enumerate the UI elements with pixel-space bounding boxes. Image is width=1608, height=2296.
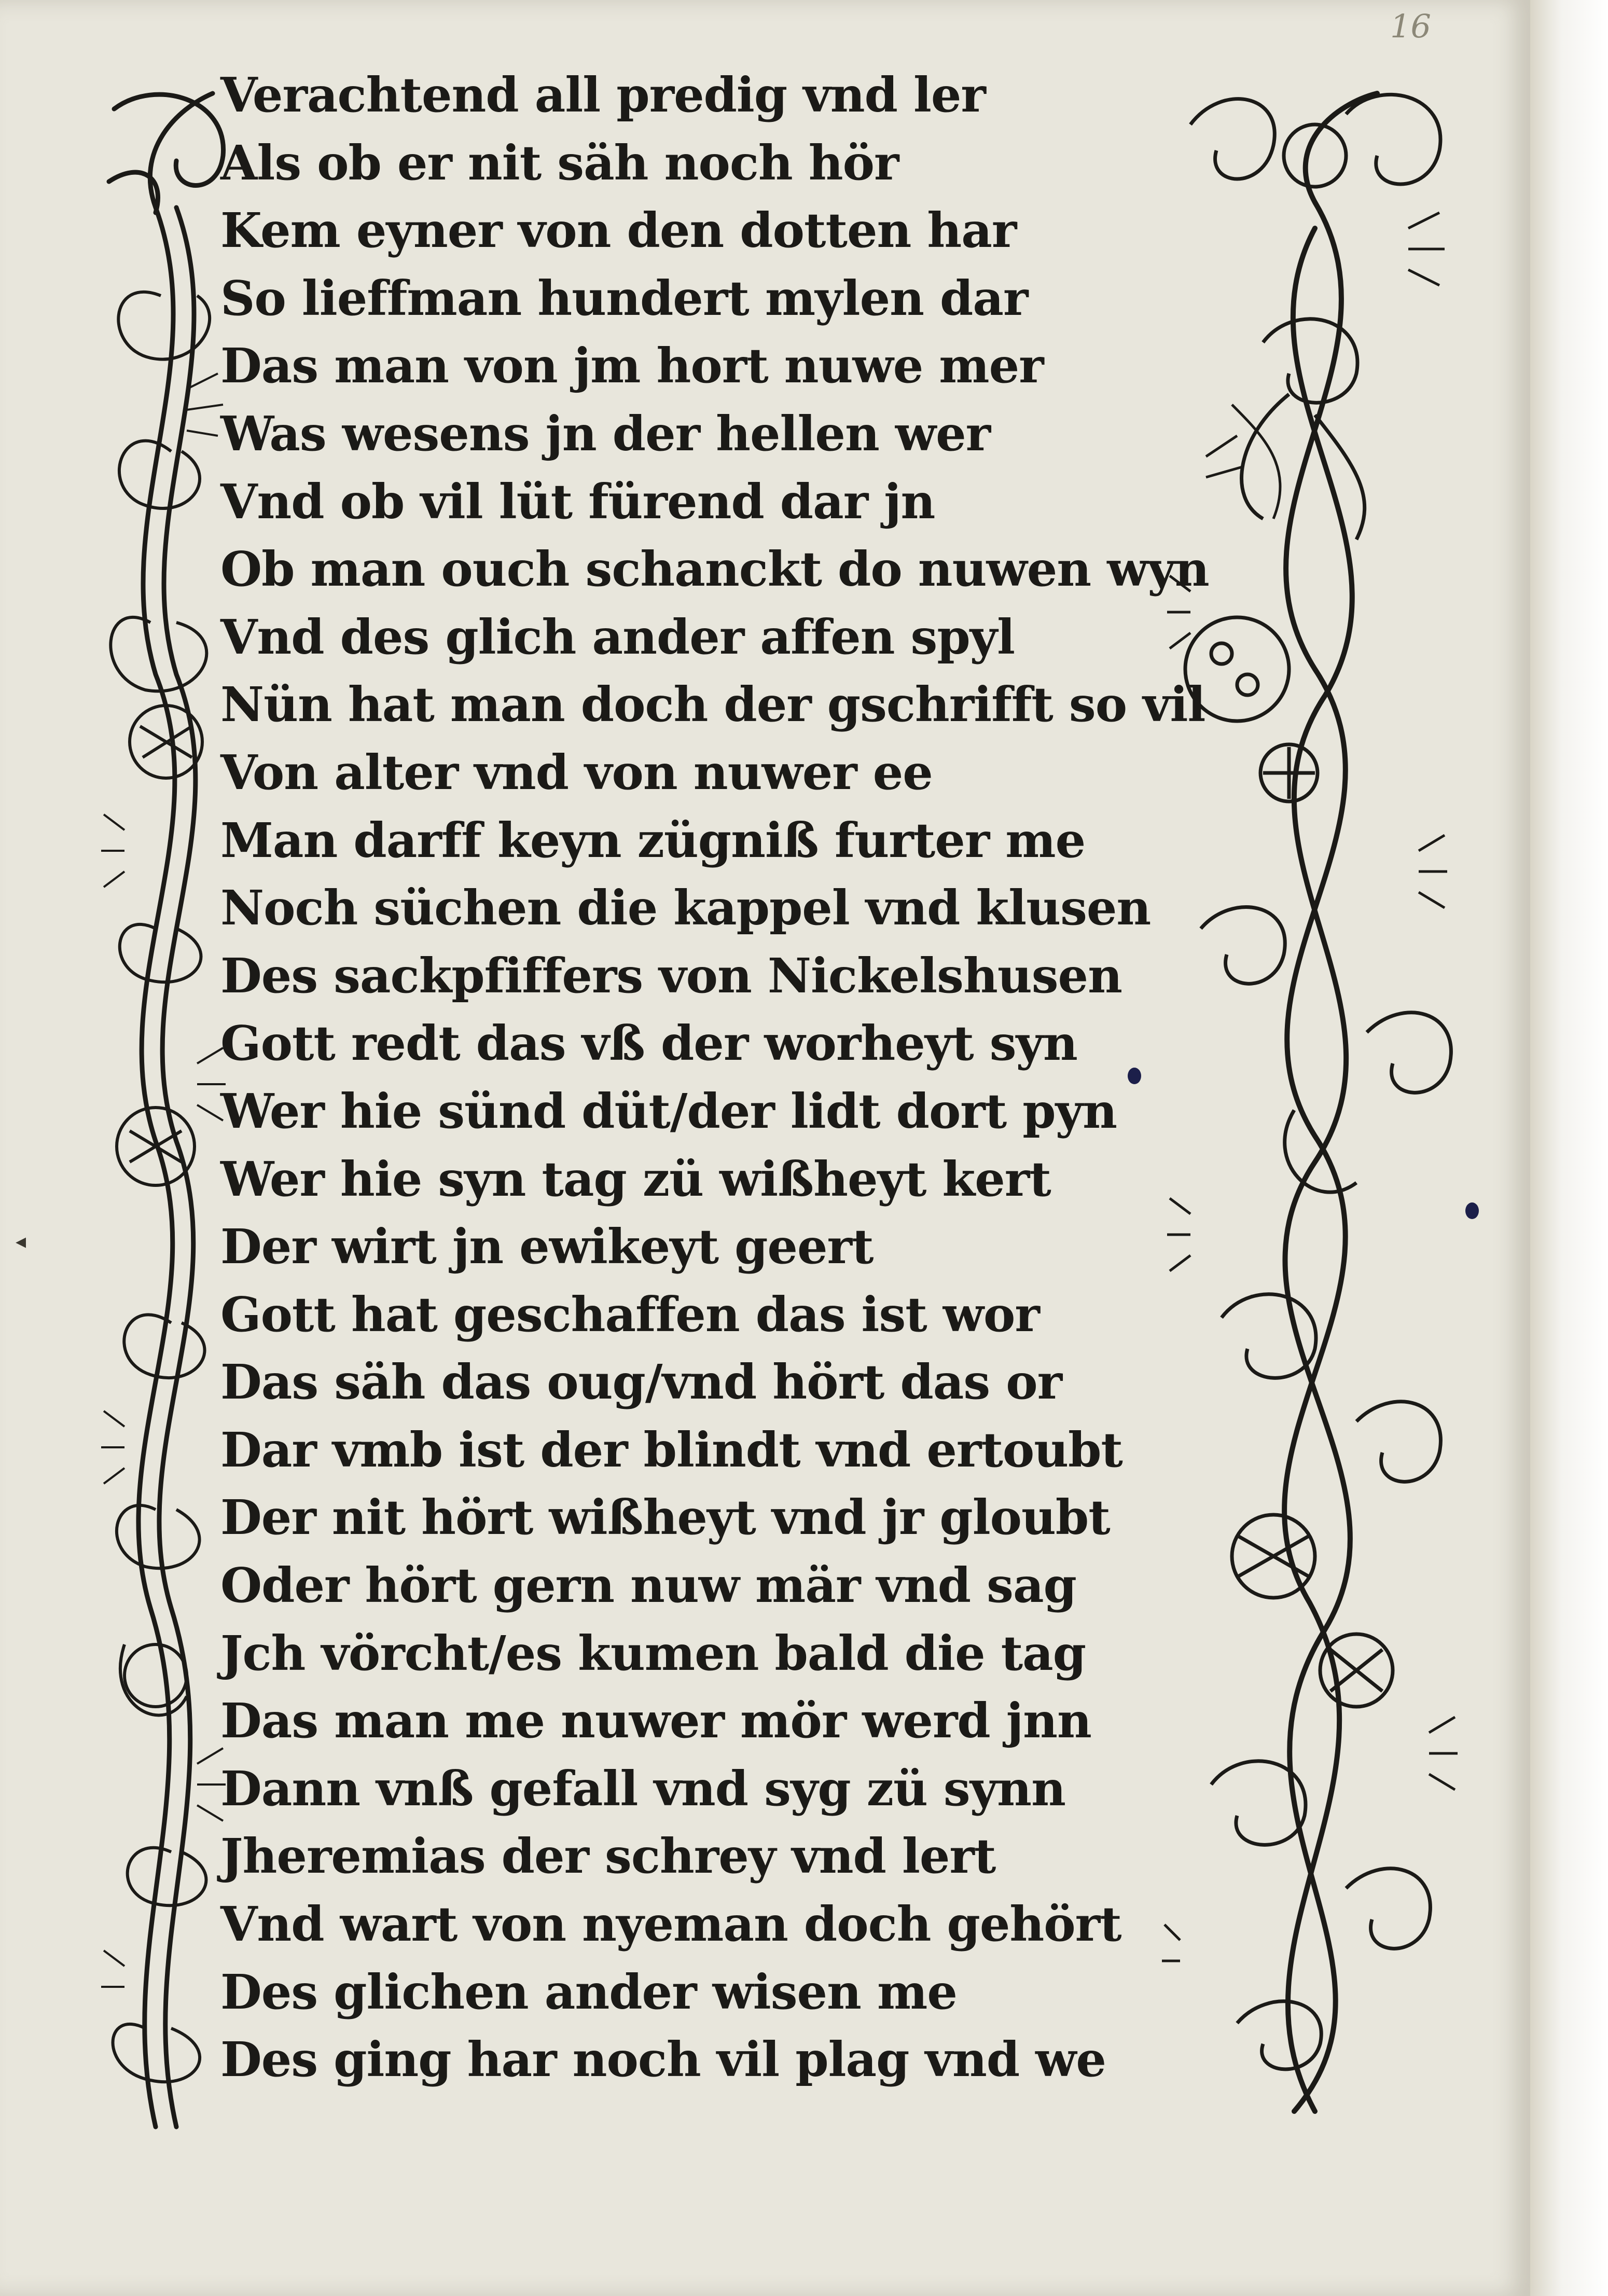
- verse-line: Jch vörcht/es kumen bald die tag: [220, 1625, 1086, 1681]
- verse-line: Das man me nuwer mör werd jnn: [220, 1693, 1091, 1749]
- verse-line: Gott redt das vß der worheyt syn: [220, 1015, 1077, 1072]
- verse-line: Des ging har noch vil plag vnd we: [220, 2031, 1106, 2088]
- verse-line: Dar vmb ist der blindt vnd ertoubt: [220, 1421, 1122, 1478]
- verse-line: Der nit hört wißheyt vnd jr gloubt: [220, 1489, 1110, 1546]
- verse-line: Was wesens jn der hellen wer: [220, 405, 991, 462]
- ink-dot: [1465, 1202, 1479, 1219]
- verse-text-column: [220, 61, 1209, 2094]
- verse-line: Das man von jm hort nuwe mer: [220, 338, 1044, 394]
- verse-line: So lieffman hundert mylen dar: [220, 270, 1028, 326]
- right-floral-bird-border-icon: [1159, 73, 1471, 2117]
- verse-line: Wer hie sünd düt/der lidt dort pyn: [220, 1083, 1117, 1139]
- folio-number: 16: [1390, 7, 1431, 45]
- verse-line: Noch süchen die kappel vnd klusen: [220, 880, 1151, 936]
- margin-mark-icon: ◂: [16, 1229, 26, 1253]
- verse-line: Jheremias der schrey vnd lert: [220, 1828, 996, 1885]
- verse-line: Man darff keyn zügniß furter me: [220, 812, 1086, 868]
- verse-line: Von alter vnd von nuwer ee: [220, 744, 933, 800]
- verse-line: Ob man ouch schanckt do nuwen wyn: [220, 541, 1209, 598]
- verse-line: Wer hie syn tag zü wißheyt kert: [220, 1151, 1051, 1207]
- verse-line: Verachtend all predig vnd ler: [220, 67, 986, 123]
- verse-line: Des sackpfiffers von Nickelshusen: [220, 947, 1122, 1004]
- verse-line: Nün hat man doch der gschrifft so vil: [220, 676, 1205, 733]
- verse-line: Gott hat geschaffen das ist wor: [220, 1286, 1039, 1343]
- verse-line: Vnd wart von nyeman doch gehört: [220, 1896, 1121, 1953]
- verse-line: Dann vnß gefall vnd syg zü synn: [220, 1760, 1065, 1817]
- verse-line: Als ob er nit säh noch hör: [220, 134, 899, 191]
- verse-line: Kem eyner von den dotten har: [220, 202, 1017, 259]
- verse-line: Des glichen ander wisen me: [220, 1963, 957, 2020]
- verse-line: Der wirt jn ewikeyt geert: [220, 1219, 874, 1275]
- verse-line: Oder hört gern nuw mär vnd sag: [220, 1557, 1076, 1614]
- verse-line: Vnd des glich ander affen spyl: [220, 608, 1015, 665]
- verse-line: Vnd ob vil lüt fürend dar jn: [220, 473, 935, 530]
- verse-line: Das säh das oug/vnd hört das or: [220, 1354, 1062, 1410]
- ink-dot: [1128, 1068, 1141, 1084]
- page-edge-shadow: [1530, 0, 1608, 2296]
